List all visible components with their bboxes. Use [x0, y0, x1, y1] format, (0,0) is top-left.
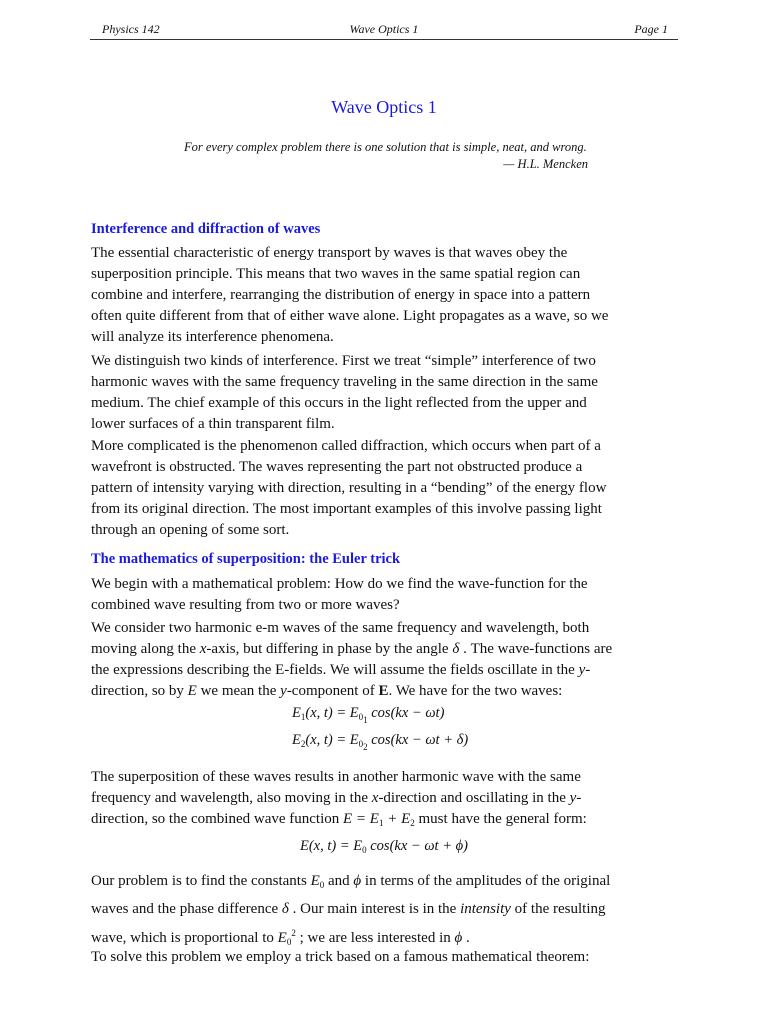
- equation-combined: E(x, $t) = E_0$ cos(kx − ωt + ϕ): [300, 838, 468, 855]
- section-heading-superposition: The mathematics of superposition: the Euler trick: [91, 551, 401, 567]
- page-header: [90, 20, 678, 40]
- paragraph-line: the expressions describing the E-fields. We will assume the fields oscillate in the y-: [91, 662, 591, 678]
- paragraph-line: wave, which is proportional to $E_0^2$ ; we are less interested in ϕ .: [91, 928, 470, 947]
- header-page-number: Page 1: [634, 22, 668, 36]
- paragraph-line: wavefront is obstructed. The waves representing the part not obstructed produce a: [91, 459, 583, 475]
- paragraph-line: direction, so the combined wave function $E = E_1 + E_2$ must have the general form:: [91, 811, 587, 828]
- paragraph-line: direction, so by E we mean the y-component of E. We have for the two waves:: [91, 683, 563, 699]
- paragraph-line: lower surfaces of a thin transparent film.: [91, 416, 335, 432]
- epigraph-author: — H.L. Mencken: [503, 157, 588, 171]
- section-heading-interference: Interference and diffraction of waves: [91, 221, 321, 237]
- paragraph-line: superposition principle. This means that two waves in the same spatial region can: [91, 266, 581, 282]
- paragraph-line: will analyze its interference phenomena.: [91, 329, 334, 345]
- paragraph-line: harmonic waves with the same frequency traveling in the same direction in the same: [91, 374, 598, 390]
- paragraph-line: combined wave resulting from two or more waves?: [91, 597, 400, 613]
- paragraph-line: Our problem is to find the constants $E_0$ and ϕ in terms of the amplitudes of the original: [91, 873, 611, 890]
- paragraph-line: The essential characteristic of energy transport by waves is that waves obey the: [91, 245, 568, 261]
- paragraph-line: moving along the x-axis, but differing in phase by the angle δ . The wave-functions are: [91, 641, 613, 657]
- paragraph-line: The superposition of these waves results in another harmonic wave with the same: [91, 769, 581, 785]
- paragraph-line: through an opening of some sort.: [91, 522, 290, 538]
- paragraph: [91, 947, 681, 968]
- paragraph-line: We consider two harmonic e-m waves of the same frequency and wavelength, both: [91, 620, 590, 636]
- paragraph: [91, 869, 681, 954]
- paragraph: [91, 351, 681, 435]
- paragraph-line: frequency and wavelength, also moving in the x-direction and oscillating in the y-: [91, 790, 582, 806]
- paragraph: [91, 436, 681, 541]
- paragraph-line: pattern of intensity varying with direction, resulting in a “bending” of the energy flow: [91, 480, 607, 496]
- equation-e2: $E_2(x$, $t) = E_{0_2}$ cos(kx − ωt + δ): [292, 732, 469, 752]
- paragraph-line: often quite different from that of either wave alone. Light propagates as a wave, so we: [91, 308, 609, 324]
- header-chapter: Wave Optics 1: [349, 22, 419, 36]
- paragraph-line: combine and interfere, rearranging the distribution of energy in space into a pattern: [91, 287, 591, 303]
- paragraph-line: To solve this problem we employ a trick based on a famous mathematical theorem:: [91, 949, 590, 965]
- equation-e1: $E_1(x$, $t) = E_{0_1}$ cos(kx − ωt): [292, 705, 445, 725]
- paragraph-line: from its original direction. The most important examples of this involve passing light: [91, 501, 602, 517]
- paragraph-line: waves and the phase difference δ . Our main interest is in the intensity of the resulting: [91, 901, 606, 917]
- paragraph-line: We begin with a mathematical problem: How do we find the wave-function for the: [91, 576, 588, 592]
- paragraph: [91, 618, 681, 702]
- paragraph: [91, 767, 681, 834]
- header-course: Physics 142: [102, 22, 160, 36]
- paragraph: [91, 243, 681, 348]
- paragraph-line: More complicated is the phenomenon called diffraction, which occurs when part of a: [91, 438, 601, 454]
- paragraph-line: We distinguish two kinds of interference. First we treat “simple” interference of two: [91, 353, 596, 369]
- paragraph-line: medium. The chief example of this occurs in the light reflected from the upper and: [91, 395, 587, 411]
- paragraph: [91, 574, 681, 616]
- page-title: Wave Optics 1: [331, 97, 437, 117]
- epigraph-quote: For every complex problem there is one solution that is simple, neat, and wrong.: [184, 140, 587, 154]
